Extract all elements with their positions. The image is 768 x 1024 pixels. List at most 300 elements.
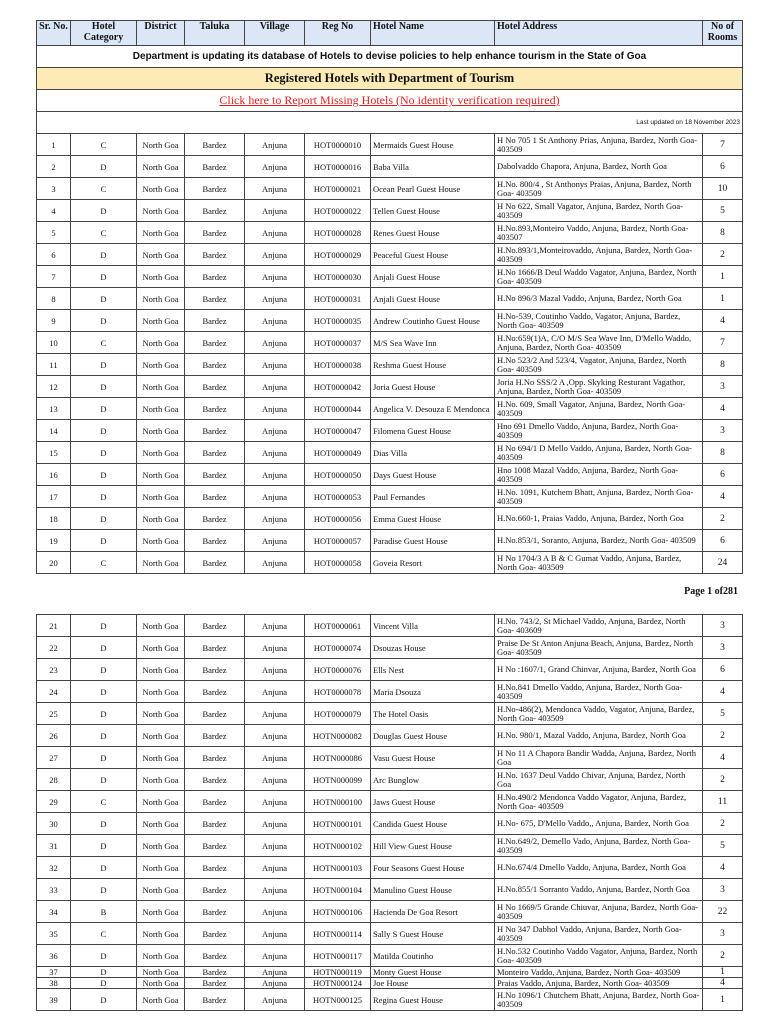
reg-no-cell: HOT0000061 [305, 615, 371, 637]
no-of-rooms-cell: 2 [703, 508, 743, 530]
hotel-category-cell: D [71, 420, 137, 442]
district-cell: North Goa [137, 552, 185, 574]
reg-no-cell: HOTN000119 [305, 967, 371, 978]
table-row [37, 552, 743, 574]
taluka-cell: Bardez [185, 978, 245, 989]
reg-no-cell: HOT0000030 [305, 266, 371, 288]
hotel-address-cell: H No 347 Dabhol Vaddo, Anjuna, Bardez, North Goa- 403509 [495, 923, 703, 945]
hotel-category-cell: D [71, 945, 137, 967]
hotel-address-cell: H.No.660-1, Praias Vaddo, Anjuna, Bardez, North Goa [495, 508, 703, 530]
hotel-address-cell: H.No.490/2 Mendonca Vaddo Vagator, Anjuna, Bardez, North Goa- 403509 [495, 791, 703, 813]
taluka-cell: Bardez [185, 879, 245, 901]
village-cell: Anjuna [245, 813, 305, 835]
hotel-category-cell: D [71, 681, 137, 703]
district-cell: North Goa [137, 222, 185, 244]
table-row [37, 813, 743, 835]
taluka-cell: Bardez [185, 310, 245, 332]
sr-no-cell: 35 [37, 923, 71, 945]
sr-no-cell: 33 [37, 879, 71, 901]
column-header-taluka: Taluka [185, 21, 245, 46]
hotel-address-cell: Hno 1008 Mazal Vaddo, Anjuna, Bardez, North Goa- 403509 [495, 464, 703, 486]
hotel-address-cell: H No 705 1 St Anthony Prias, Anjuna, Bardez, North Goa- 403509 [495, 134, 703, 156]
hotel-address-cell: H.No. 609, Small Vagator, Anjuna, Bardez, North Goa- 403509 [495, 398, 703, 420]
sr-no-cell: 37 [37, 967, 71, 978]
hotel-category-cell: D [71, 354, 137, 376]
column-header-sr-no: Sr. No. [37, 21, 71, 46]
no-of-rooms-cell: 3 [703, 615, 743, 637]
taluka-cell: Bardez [185, 530, 245, 552]
taluka-cell: Bardez [185, 178, 245, 200]
reg-no-cell: HOTN000103 [305, 857, 371, 879]
hotel-name-cell: Candida Guest House [371, 813, 495, 835]
hotel-category-cell: D [71, 978, 137, 989]
no-of-rooms-cell: 3 [703, 420, 743, 442]
hotel-name-cell: Paradise Guest House [371, 530, 495, 552]
hotel-name-cell: Ells Nest [371, 659, 495, 681]
district-cell: North Goa [137, 747, 185, 769]
table-row [37, 354, 743, 376]
hotel-name-cell: The Hotel Oasis [371, 703, 495, 725]
village-cell: Anjuna [245, 978, 305, 989]
reg-no-cell: HOTN000099 [305, 769, 371, 791]
village-cell: Anjuna [245, 442, 305, 464]
table-row [37, 769, 743, 791]
no-of-rooms-cell: 4 [703, 486, 743, 508]
taluka-cell: Bardez [185, 244, 245, 266]
no-of-rooms-cell: 8 [703, 354, 743, 376]
hotel-category-cell: D [71, 486, 137, 508]
taluka-cell: Bardez [185, 989, 245, 1011]
no-of-rooms-cell: 4 [703, 978, 743, 989]
hotel-name-cell: Vincent Villa [371, 615, 495, 637]
no-of-rooms-cell: 1 [703, 288, 743, 310]
sr-no-cell: 30 [37, 813, 71, 835]
table-row [37, 835, 743, 857]
hotel-name-cell: Manulino Guest House [371, 879, 495, 901]
taluka-cell: Bardez [185, 747, 245, 769]
taluka-cell: Bardez [185, 486, 245, 508]
hotel-address-cell: H.No-486(2), Mendonca Vaddo, Vagator, Anjuna, Bardez, North Goa- 403509 [495, 703, 703, 725]
taluka-cell: Bardez [185, 967, 245, 978]
hotel-name-cell: Douglas Guest House [371, 725, 495, 747]
village-cell: Anjuna [245, 791, 305, 813]
last-updated-text: Last updated on 18 November 2023 [37, 112, 743, 134]
no-of-rooms-cell: 6 [703, 530, 743, 552]
hotel-name-cell: Jaws Guest House [371, 791, 495, 813]
hotel-address-cell: H.No.853/1, Soranto, Anjuna, Bardez, North Goa- 403509 [495, 530, 703, 552]
table-row [37, 978, 743, 989]
table-row [37, 310, 743, 332]
no-of-rooms-cell: 4 [703, 398, 743, 420]
hotel-category-cell: D [71, 835, 137, 857]
district-cell: North Goa [137, 332, 185, 354]
reg-no-cell: HOTN000106 [305, 901, 371, 923]
reg-no-cell: HOT0000042 [305, 376, 371, 398]
hotel-address-cell: H.No. 1637 Deul Vaddo Chivar, Anjuna, Bardez, North Goa [495, 769, 703, 791]
hotel-address-cell: H.No.893/1,Monteirovaddo, Anjuna, Bardez, North Goa- 403509 [495, 244, 703, 266]
taluka-cell: Bardez [185, 266, 245, 288]
taluka-cell: Bardez [185, 398, 245, 420]
reg-no-cell: HOT0000022 [305, 200, 371, 222]
hotel-category-cell: C [71, 332, 137, 354]
taluka-cell: Bardez [185, 222, 245, 244]
sr-no-cell: 28 [37, 769, 71, 791]
sr-no-cell: 13 [37, 398, 71, 420]
district-cell: North Goa [137, 879, 185, 901]
page-title: Registered Hotels with Department of Tourism [37, 68, 743, 90]
village-cell: Anjuna [245, 156, 305, 178]
hotel-name-cell: Matilda Coutinho [371, 945, 495, 967]
hotels-table-page-2 [36, 614, 743, 1011]
hotel-name-cell: Baba Villa [371, 156, 495, 178]
sr-no-cell: 16 [37, 464, 71, 486]
reg-no-cell: HOT0000028 [305, 222, 371, 244]
village-cell: Anjuna [245, 681, 305, 703]
reg-no-cell: HOT0000044 [305, 398, 371, 420]
table-row [37, 266, 743, 288]
sr-no-cell: 10 [37, 332, 71, 354]
table-row [37, 134, 743, 156]
table-row [37, 178, 743, 200]
hotel-address-cell: H.No. 980/1, Mazal Vaddo, Anjuna, Bardez, North Goa [495, 725, 703, 747]
hotel-category-cell: B [71, 901, 137, 923]
reg-no-cell: HOT0000010 [305, 134, 371, 156]
no-of-rooms-cell: 1 [703, 989, 743, 1011]
table-row [37, 288, 743, 310]
hotel-category-cell: D [71, 530, 137, 552]
district-cell: North Goa [137, 464, 185, 486]
column-header-hotel-name: Hotel Name [371, 21, 495, 46]
sr-no-cell: 9 [37, 310, 71, 332]
hotel-address-cell: Hno 691 Dmello Vaddo, Anjuna, Bardez, North Goa- 403509 [495, 420, 703, 442]
column-header-hotel-category: Hotel Category [71, 21, 137, 46]
district-cell: North Goa [137, 508, 185, 530]
table-row [37, 486, 743, 508]
page-2 [36, 614, 742, 1011]
department-notice: Department is updating its database of Hotels to devise policies to help enhance tourism in the State of Goa [37, 46, 743, 68]
hotel-name-cell: Mermaids Guest House [371, 134, 495, 156]
village-cell: Anjuna [245, 857, 305, 879]
taluka-cell: Bardez [185, 156, 245, 178]
no-of-rooms-cell: 4 [703, 681, 743, 703]
sr-no-cell: 32 [37, 857, 71, 879]
village-cell: Anjuna [245, 486, 305, 508]
taluka-cell: Bardez [185, 200, 245, 222]
village-cell: Anjuna [245, 945, 305, 967]
district-cell: North Goa [137, 156, 185, 178]
reg-no-cell: HOT0000050 [305, 464, 371, 486]
hotel-name-cell: Anjali Guest House [371, 288, 495, 310]
hotel-name-cell: Days Guest House [371, 464, 495, 486]
taluka-cell: Bardez [185, 442, 245, 464]
taluka-cell: Bardez [185, 945, 245, 967]
reg-no-cell: HOT0000029 [305, 244, 371, 266]
hotel-category-cell: D [71, 244, 137, 266]
hotel-name-cell: Angelica V. Desouza E Mendonca [371, 398, 495, 420]
hotel-name-cell: Dias Villa [371, 442, 495, 464]
hotel-name-cell: M/S Sea Wave Inn [371, 332, 495, 354]
no-of-rooms-cell: 8 [703, 442, 743, 464]
taluka-cell: Bardez [185, 354, 245, 376]
hotel-category-cell: D [71, 615, 137, 637]
sr-no-cell: 21 [37, 615, 71, 637]
hotel-address-cell: H.No.649/2, Demello Vado, Anjuna, Bardez, North Goa- 403509 [495, 835, 703, 857]
sr-no-cell: 2 [37, 156, 71, 178]
district-cell: North Goa [137, 901, 185, 923]
village-cell: Anjuna [245, 376, 305, 398]
hotel-category-cell: D [71, 288, 137, 310]
reg-no-cell: HOTN000124 [305, 978, 371, 989]
district-cell: North Goa [137, 637, 185, 659]
taluka-cell: Bardez [185, 725, 245, 747]
sr-no-cell: 26 [37, 725, 71, 747]
district-cell: North Goa [137, 134, 185, 156]
village-cell: Anjuna [245, 420, 305, 442]
no-of-rooms-cell: 1 [703, 967, 743, 978]
district-cell: North Goa [137, 978, 185, 989]
hotel-address-cell: H.No. 800/4 , St Anthonys Praias, Anjuna, Bardez, North Goa- 403509 [495, 178, 703, 200]
village-cell: Anjuna [245, 288, 305, 310]
reg-no-cell: HOTN000101 [305, 813, 371, 835]
reg-no-cell: HOT0000021 [305, 178, 371, 200]
sr-no-cell: 14 [37, 420, 71, 442]
sr-no-cell: 39 [37, 989, 71, 1011]
district-cell: North Goa [137, 530, 185, 552]
hotel-category-cell: D [71, 156, 137, 178]
hotel-category-cell: C [71, 134, 137, 156]
table-row [37, 945, 743, 967]
reg-no-cell: HOT0000031 [305, 288, 371, 310]
district-cell: North Goa [137, 769, 185, 791]
column-header-district: District [137, 21, 185, 46]
hotel-name-cell: Dsouzas House [371, 637, 495, 659]
taluka-cell: Bardez [185, 508, 245, 530]
table-row [37, 615, 743, 637]
table-row [37, 398, 743, 420]
table-row [37, 376, 743, 398]
no-of-rooms-cell: 5 [703, 835, 743, 857]
sr-no-cell: 7 [37, 266, 71, 288]
hotel-category-cell: D [71, 376, 137, 398]
sr-no-cell: 15 [37, 442, 71, 464]
table-row [37, 332, 743, 354]
village-cell: Anjuna [245, 332, 305, 354]
hotel-category-cell: D [71, 967, 137, 978]
village-cell: Anjuna [245, 398, 305, 420]
village-cell: Anjuna [245, 747, 305, 769]
hotel-category-cell: D [71, 508, 137, 530]
district-cell: North Goa [137, 923, 185, 945]
hotel-category-cell: D [71, 813, 137, 835]
table-row [37, 200, 743, 222]
sr-no-cell: 17 [37, 486, 71, 508]
table-row [37, 442, 743, 464]
hotel-category-cell: D [71, 703, 137, 725]
no-of-rooms-cell: 2 [703, 244, 743, 266]
village-cell: Anjuna [245, 637, 305, 659]
no-of-rooms-cell: 2 [703, 769, 743, 791]
sr-no-cell: 3 [37, 178, 71, 200]
village-cell: Anjuna [245, 508, 305, 530]
reg-no-cell: HOTN000114 [305, 923, 371, 945]
hotel-name-cell: Peaceful Guest House [371, 244, 495, 266]
district-cell: North Goa [137, 945, 185, 967]
hotel-category-cell: D [71, 747, 137, 769]
hotel-address-cell: H.No.674/4 Dmello Vaddo, Anjuna, Bardez, North Goa [495, 857, 703, 879]
sr-no-cell: 19 [37, 530, 71, 552]
hotel-name-cell: Joe House [371, 978, 495, 989]
district-cell: North Goa [137, 420, 185, 442]
hotel-address-cell: H No 1704/3 A B & C Gumat Vaddo, Anjuna, Bardez, North Goa- 403509 [495, 552, 703, 574]
hotel-address-cell: H.No.532 Coutinho Vaddo Vagator, Anjuna, Bardez, North Goa- 403509 [495, 945, 703, 967]
district-cell: North Goa [137, 244, 185, 266]
hotel-category-cell: D [71, 637, 137, 659]
no-of-rooms-cell: 10 [703, 178, 743, 200]
village-cell: Anjuna [245, 310, 305, 332]
sr-no-cell: 25 [37, 703, 71, 725]
hotel-address-cell: Joria H.No SSS/2 A ,Opp. Skyking Resturant Vagathor, Anjuna, Bardez, North Goa- 403509 [495, 376, 703, 398]
hotel-name-cell: Joria Guest House [371, 376, 495, 398]
village-cell: Anjuna [245, 552, 305, 574]
village-cell: Anjuna [245, 615, 305, 637]
page-number-label: Page 1 of281 [684, 586, 738, 597]
reg-no-cell: HOT0000016 [305, 156, 371, 178]
no-of-rooms-cell: 5 [703, 703, 743, 725]
sr-no-cell: 5 [37, 222, 71, 244]
reg-no-cell: HOT0000038 [305, 354, 371, 376]
sr-no-cell: 18 [37, 508, 71, 530]
reg-no-cell: HOT0000079 [305, 703, 371, 725]
table-row [37, 637, 743, 659]
reg-no-cell: HOTN000086 [305, 747, 371, 769]
hotel-category-cell: D [71, 857, 137, 879]
no-of-rooms-cell: 4 [703, 310, 743, 332]
taluka-cell: Bardez [185, 681, 245, 703]
table-row [37, 659, 743, 681]
taluka-cell: Bardez [185, 659, 245, 681]
table-row [37, 156, 743, 178]
hotel-name-cell: Maria Dsouza [371, 681, 495, 703]
hotel-name-cell: Goveia Resort [371, 552, 495, 574]
sr-no-cell: 22 [37, 637, 71, 659]
village-cell: Anjuna [245, 134, 305, 156]
table-row [37, 530, 743, 552]
sr-no-cell: 38 [37, 978, 71, 989]
column-header-hotel-address: Hotel Address [495, 21, 703, 46]
hotel-address-cell: H.No.841 Dmello Vaddo, Anjuna, Bardez, North Goa- 403509 [495, 681, 703, 703]
hotel-name-cell: Ocean Pearl Guest House [371, 178, 495, 200]
reg-no-cell: HOTN000125 [305, 989, 371, 1011]
column-header-no-of-rooms: No of Rooms [703, 21, 743, 46]
hotel-address-cell: H No :1607/1, Grand Chinvar, Anjuna, Bardez, North Goa [495, 659, 703, 681]
district-cell: North Goa [137, 813, 185, 835]
no-of-rooms-cell: 6 [703, 156, 743, 178]
taluka-cell: Bardez [185, 552, 245, 574]
hotel-category-cell: D [71, 398, 137, 420]
hotel-category-cell: C [71, 178, 137, 200]
village-cell: Anjuna [245, 703, 305, 725]
table-row [37, 703, 743, 725]
reg-no-cell: HOT0000047 [305, 420, 371, 442]
sr-no-cell: 23 [37, 659, 71, 681]
hotels-table-page-1 [36, 20, 743, 574]
sr-no-cell: 31 [37, 835, 71, 857]
village-cell: Anjuna [245, 967, 305, 978]
hotel-address-cell: H.No-539, Coutinho Vaddo, Vagator, Anjuna, Bardez, North Goa- 403509 [495, 310, 703, 332]
hotel-category-cell: D [71, 725, 137, 747]
hotel-category-cell: C [71, 791, 137, 813]
taluka-cell: Bardez [185, 857, 245, 879]
sr-no-cell: 6 [37, 244, 71, 266]
no-of-rooms-cell: 6 [703, 659, 743, 681]
sr-no-cell: 27 [37, 747, 71, 769]
hotel-name-cell: Reshma Guest House [371, 354, 495, 376]
hotel-name-cell: Emma Guest House [371, 508, 495, 530]
sr-no-cell: 36 [37, 945, 71, 967]
district-cell: North Goa [137, 354, 185, 376]
hotel-address-cell: H No 694/1 D Mello Vaddo, Anjuna, Bardez, North Goa- 403509 [495, 442, 703, 464]
sr-no-cell: 4 [37, 200, 71, 222]
hotel-category-cell: D [71, 659, 137, 681]
hotel-name-cell: Tellen Guest House [371, 200, 495, 222]
sr-no-cell: 24 [37, 681, 71, 703]
hotel-name-cell: Renes Guest House [371, 222, 495, 244]
table-row [37, 989, 743, 1011]
hotel-name-cell: Four Seasons Guest House [371, 857, 495, 879]
village-cell: Anjuna [245, 879, 305, 901]
reg-no-cell: HOT0000035 [305, 310, 371, 332]
table-row [37, 747, 743, 769]
village-cell: Anjuna [245, 200, 305, 222]
hotel-category-cell: C [71, 222, 137, 244]
column-header-village: Village [245, 21, 305, 46]
table-row [37, 222, 743, 244]
taluka-cell: Bardez [185, 134, 245, 156]
no-of-rooms-cell: 22 [703, 901, 743, 923]
hotel-address-cell: Dabolvaddo Chapora, Anjuna, Bardez, North Goa [495, 156, 703, 178]
district-cell: North Goa [137, 703, 185, 725]
hotel-address-cell: H No 1669/5 Grande Chiuvar, Anjuna, Bardez, North Goa- 403509 [495, 901, 703, 923]
district-cell: North Goa [137, 376, 185, 398]
hotel-category-cell: C [71, 552, 137, 574]
district-cell: North Goa [137, 178, 185, 200]
district-cell: North Goa [137, 967, 185, 978]
hotel-category-cell: D [71, 989, 137, 1011]
table-row [37, 464, 743, 486]
taluka-cell: Bardez [185, 923, 245, 945]
district-cell: North Goa [137, 615, 185, 637]
table-row [37, 244, 743, 266]
report-missing-hotels-link[interactable]: Click here to Report Missing Hotels (No identity verification required) [37, 90, 743, 112]
table-header-row [37, 21, 743, 46]
taluka-cell: Bardez [185, 420, 245, 442]
village-cell: Anjuna [245, 725, 305, 747]
table-row [37, 901, 743, 923]
reg-no-cell: HOT0000058 [305, 552, 371, 574]
village-cell: Anjuna [245, 989, 305, 1011]
no-of-rooms-cell: 3 [703, 879, 743, 901]
sr-no-cell: 8 [37, 288, 71, 310]
hotel-address-cell: H.No 1096/1 Chutchem Bhatt, Anjuna, Bardez, North Goa- 403509 [495, 989, 703, 1011]
district-cell: North Goa [137, 791, 185, 813]
taluka-cell: Bardez [185, 615, 245, 637]
district-cell: North Goa [137, 398, 185, 420]
reg-no-cell: HOT0000078 [305, 681, 371, 703]
table-row [37, 923, 743, 945]
no-of-rooms-cell: 3 [703, 923, 743, 945]
hotel-address-cell: Praise De St Anton Anjuna Beach, Anjuna, Bardez, North Goa- 403509 [495, 637, 703, 659]
table-row [37, 420, 743, 442]
